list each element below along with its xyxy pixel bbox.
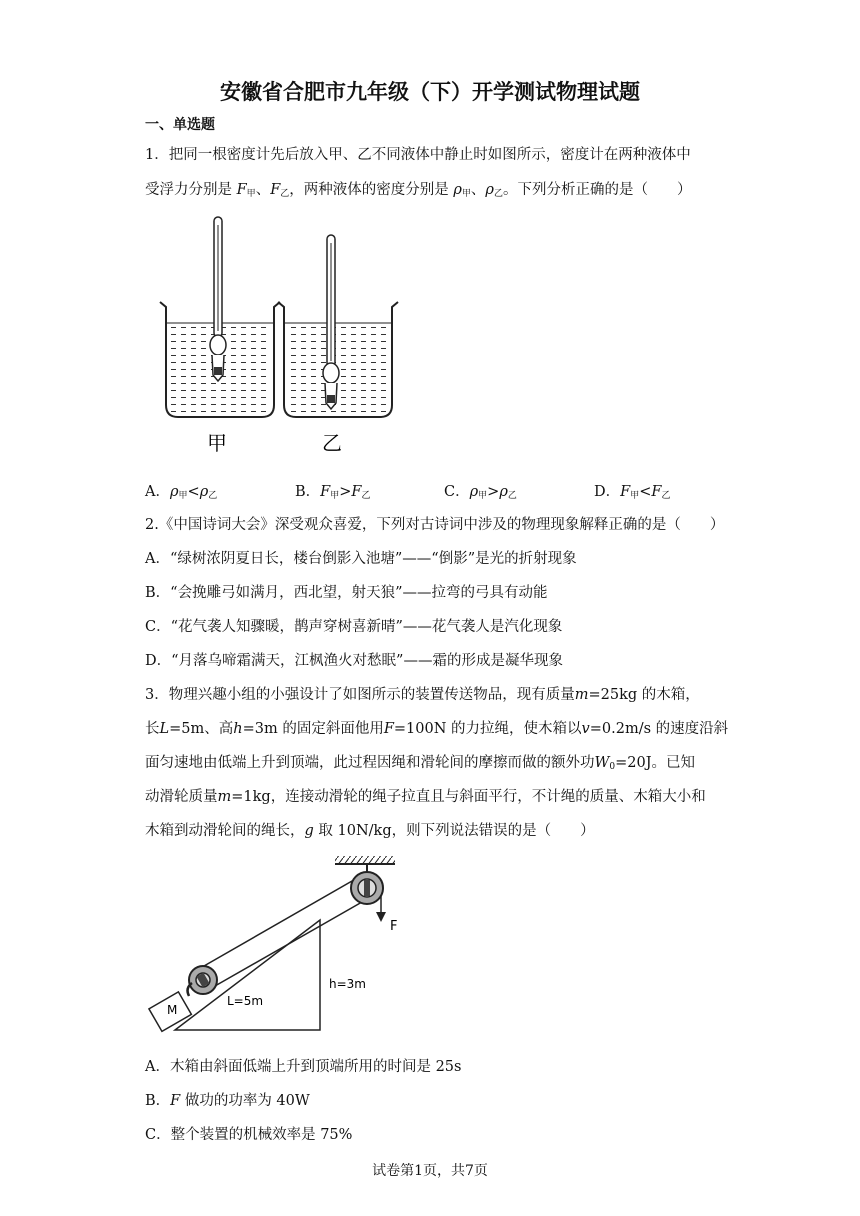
q3-stem-line3: 面匀速地由低端上升到顶端，此过程因绳和滑轮间的摩擦而做的额外功$W_0=20J$。已知 bbox=[145, 755, 696, 772]
q1-stem-line1: 1．把同一根密度计先后放入甲、乙不同液体中静止时如图所示，密度计在两种液体中 bbox=[145, 147, 691, 163]
q1-option-d[interactable]: D．$F_甲<F_乙$ bbox=[594, 484, 671, 501]
q2-option-d[interactable]: D．“月落乌啼霜满天，江枫渔火对愁眠”——霜的形成是凝华现象 bbox=[145, 653, 563, 669]
section-heading: 一、单选题 bbox=[145, 117, 215, 133]
page-title: 安徽省合肥市九年级（下）开学测试物理试题 bbox=[220, 80, 640, 104]
q1-stem-line2: 受浮力分别是 $F_甲$、$F_乙$，两种液体的密度分别是 $\rho_甲$、$\rho_乙$。下列分析正确的是（ ） bbox=[145, 182, 692, 199]
length-label: L=5m bbox=[227, 994, 264, 1008]
q3-stem-line1: 3．物理兴趣小组的小强设计了如图所示的装置传送物品，现有质量m=25kg 的木箱， bbox=[145, 687, 700, 703]
box-label: M bbox=[167, 1003, 178, 1017]
force-label: F bbox=[390, 919, 398, 934]
fixed-pulley bbox=[351, 872, 383, 904]
q3-option-c[interactable]: C．整个装置的机械效率是 75% bbox=[145, 1127, 353, 1143]
q3-option-b[interactable]: B．F 做功的功率为 40W bbox=[145, 1093, 310, 1109]
q3-stem-line2: 长L=5m、高h=3m 的固定斜面他用F=100N 的力拉绳，使木箱以v=0.2m/s 的速度沿斜 bbox=[145, 721, 729, 737]
q1-option-a[interactable]: A．$\rho_甲<\rho_乙$ bbox=[145, 484, 218, 501]
q3-pulley-incline-figure bbox=[145, 850, 425, 1040]
q2-stem: 2.《中国诗词大会》深受观众喜爱，下列对古诗词中涉及的物理现象解释正确的是（ ） bbox=[145, 517, 725, 533]
beaker-yi bbox=[278, 302, 398, 417]
q3-option-a[interactable]: A．木箱由斜面低端上升到顶端所用的时间是 25s bbox=[145, 1059, 462, 1075]
moving-pulley bbox=[188, 966, 217, 996]
q2-option-b[interactable]: B．“会挽雕弓如满月，西北望，射天狼”——拉弯的弓具有动能 bbox=[145, 585, 548, 601]
q1-hydrometer-figure bbox=[150, 205, 410, 465]
label-jia: 甲 bbox=[207, 431, 227, 455]
ceiling bbox=[335, 856, 395, 864]
q1-option-b[interactable]: B．$F_甲>F_乙$ bbox=[295, 484, 371, 501]
q1-option-c[interactable]: C．$\rho_甲>\rho_乙$ bbox=[444, 484, 517, 501]
q3-stem-line4: 动滑轮质量m=1kg，连接动滑轮的绳子拉直且与斜面平行，不计绳的质量、木箱大小和 bbox=[145, 789, 706, 805]
page-footer: 试卷第1页，共7页 bbox=[372, 1163, 488, 1179]
q3-stem-line5: 木箱到动滑轮间的绳长，g 取 10N/kg，则下列说法错误的是（ ） bbox=[145, 823, 595, 839]
height-label: h=3m bbox=[329, 977, 366, 991]
q2-option-c[interactable]: C．“花气袭人知骤暖，鹊声穿树喜新晴”——花气袭人是汽化现象 bbox=[145, 619, 563, 635]
hydrometer-jia bbox=[210, 217, 226, 381]
q2-option-a[interactable]: A．“绿树浓阴夏日长，楼台倒影入池塘”——“倒影”是光的折射现象 bbox=[145, 551, 577, 567]
label-yi: 乙 bbox=[322, 431, 342, 455]
